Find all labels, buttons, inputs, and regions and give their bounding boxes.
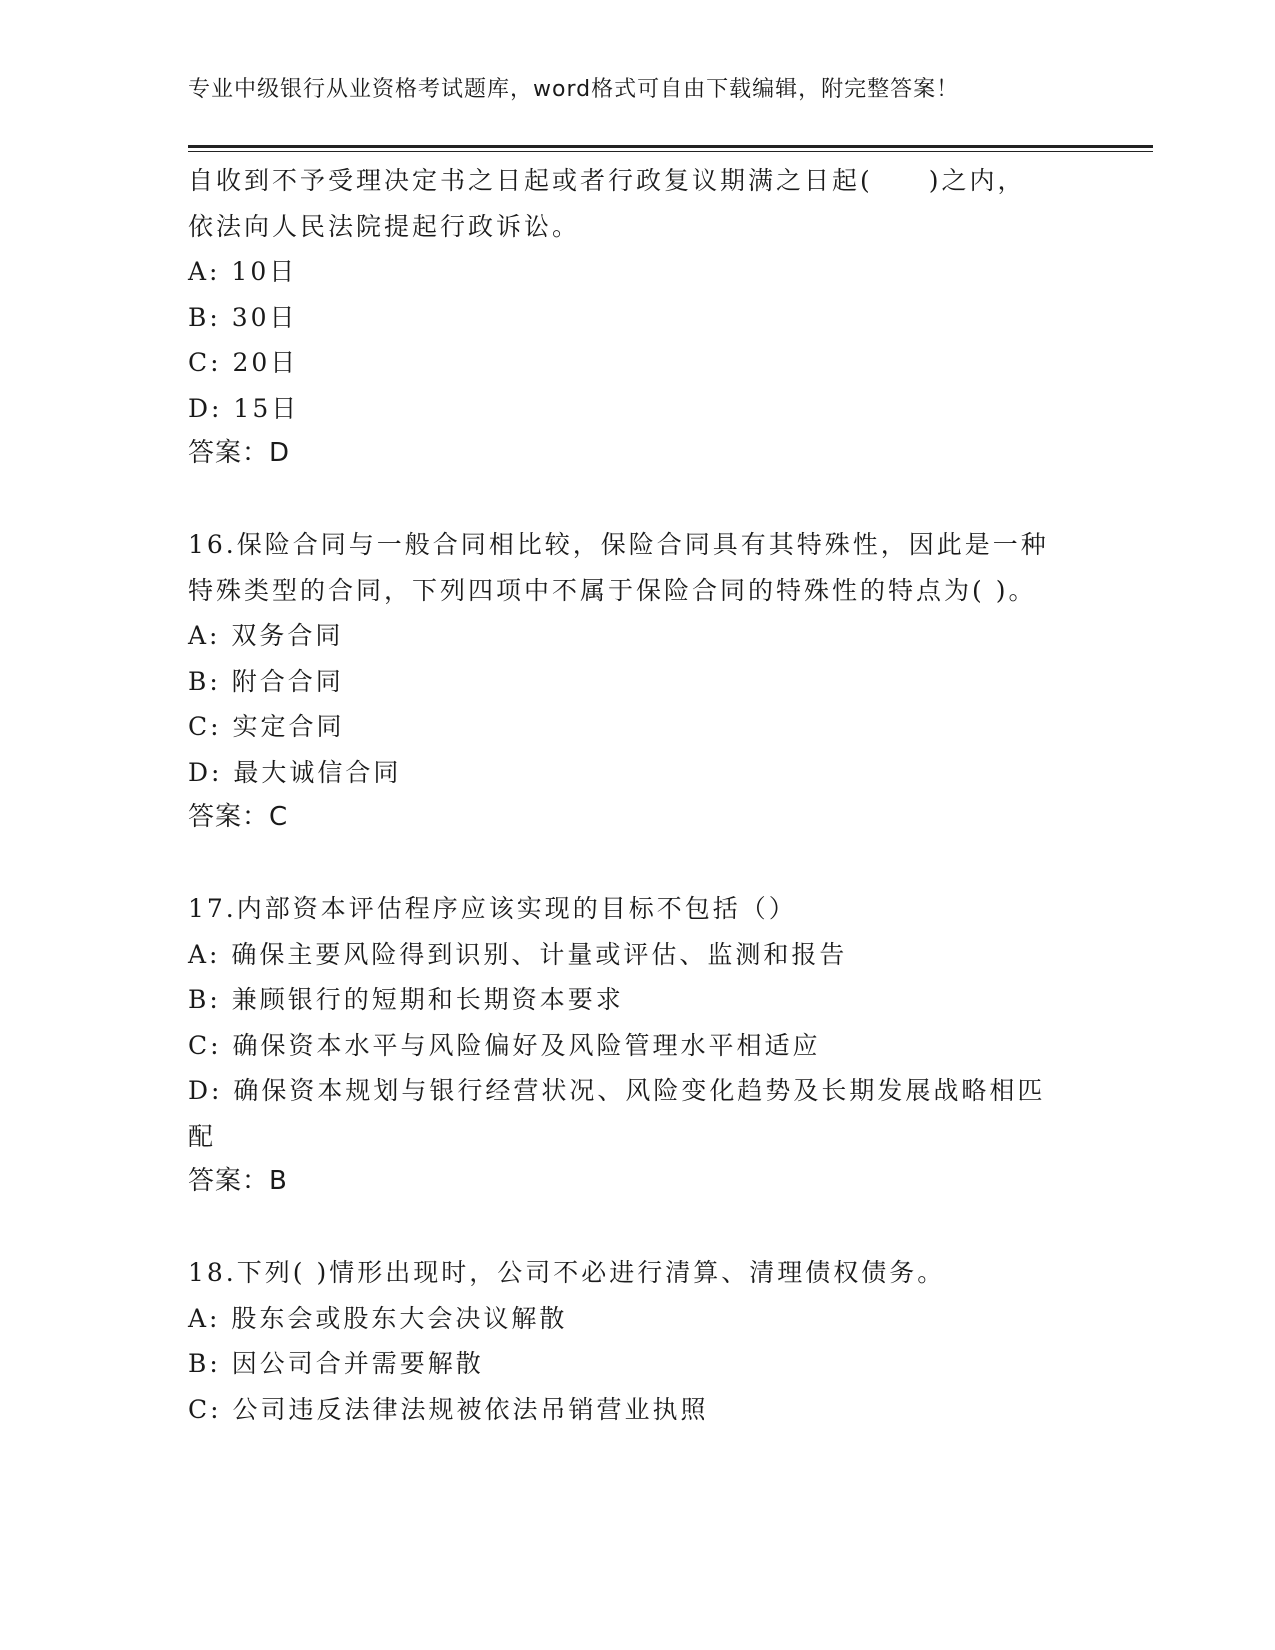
option-b: B: 30日	[188, 302, 298, 332]
answer: 答案：C	[188, 802, 289, 832]
question-18	[188, 1250, 1088, 1432]
spacer	[188, 841, 1088, 887]
question-content	[188, 158, 1088, 1432]
option-d-continuation: 配	[188, 1121, 217, 1151]
question-text-line: 18.下列( )情形出现时，公司不必进行清算、清理债权债务。	[188, 1258, 946, 1287]
option-a: A: 10日	[188, 257, 298, 286]
question-16	[188, 522, 1088, 841]
option-d: D: 15日	[188, 393, 300, 423]
option-a: A: 双务合同	[188, 621, 344, 650]
page-header: 专业中级银行从业资格考试题库，word格式可自由下载编辑，附完整答案！	[188, 77, 960, 102]
option-d: D: 确保资本规划与银行经营状况、风险变化趋势及长期发展战略相匹	[188, 1076, 1046, 1105]
option-c: C: 公司违反法律法规被依法吊销营业执照	[188, 1394, 709, 1424]
option-c: C: 确保资本水平与风险偏好及风险管理水平相适应	[188, 1030, 821, 1060]
question-text-line: 16.保险合同与一般合同相比较，保险合同具有其特殊性，因此是一种	[188, 530, 1049, 559]
option-c: C: 20日	[188, 348, 299, 377]
answer: 答案：D	[188, 438, 291, 468]
question-text-line: 依法向人民法院提起行政诉讼。	[188, 211, 581, 241]
option-b: B: 因公司合并需要解散	[188, 1349, 484, 1378]
question-text-line: 17.内部资本评估程序应该实现的目标不包括（）	[188, 894, 797, 923]
question-17	[188, 886, 1088, 1205]
option-a: A: 确保主要风险得到识别、计量或评估、监测和报告	[188, 939, 848, 969]
question-text-line: 自收到不予受理决定书之日起或者行政复议期满之日起( )之内，	[188, 166, 1026, 195]
spacer	[188, 477, 1088, 523]
option-a: A: 股东会或股东大会决议解散	[188, 1303, 568, 1333]
question-15	[188, 158, 1088, 477]
question-text-line: 特殊类型的合同，下列四项中不属于保险合同的特殊性的特点为( )。	[188, 575, 1037, 605]
option-b: B: 兼顾银行的短期和长期资本要求	[188, 985, 624, 1014]
option-d: D: 最大诚信合同	[188, 757, 402, 787]
spacer	[188, 1205, 1088, 1251]
option-c: C: 实定合同	[188, 712, 345, 741]
answer: 答案：B	[188, 1166, 288, 1196]
header-divider	[188, 145, 1153, 152]
option-b: B: 附合合同	[188, 666, 344, 696]
